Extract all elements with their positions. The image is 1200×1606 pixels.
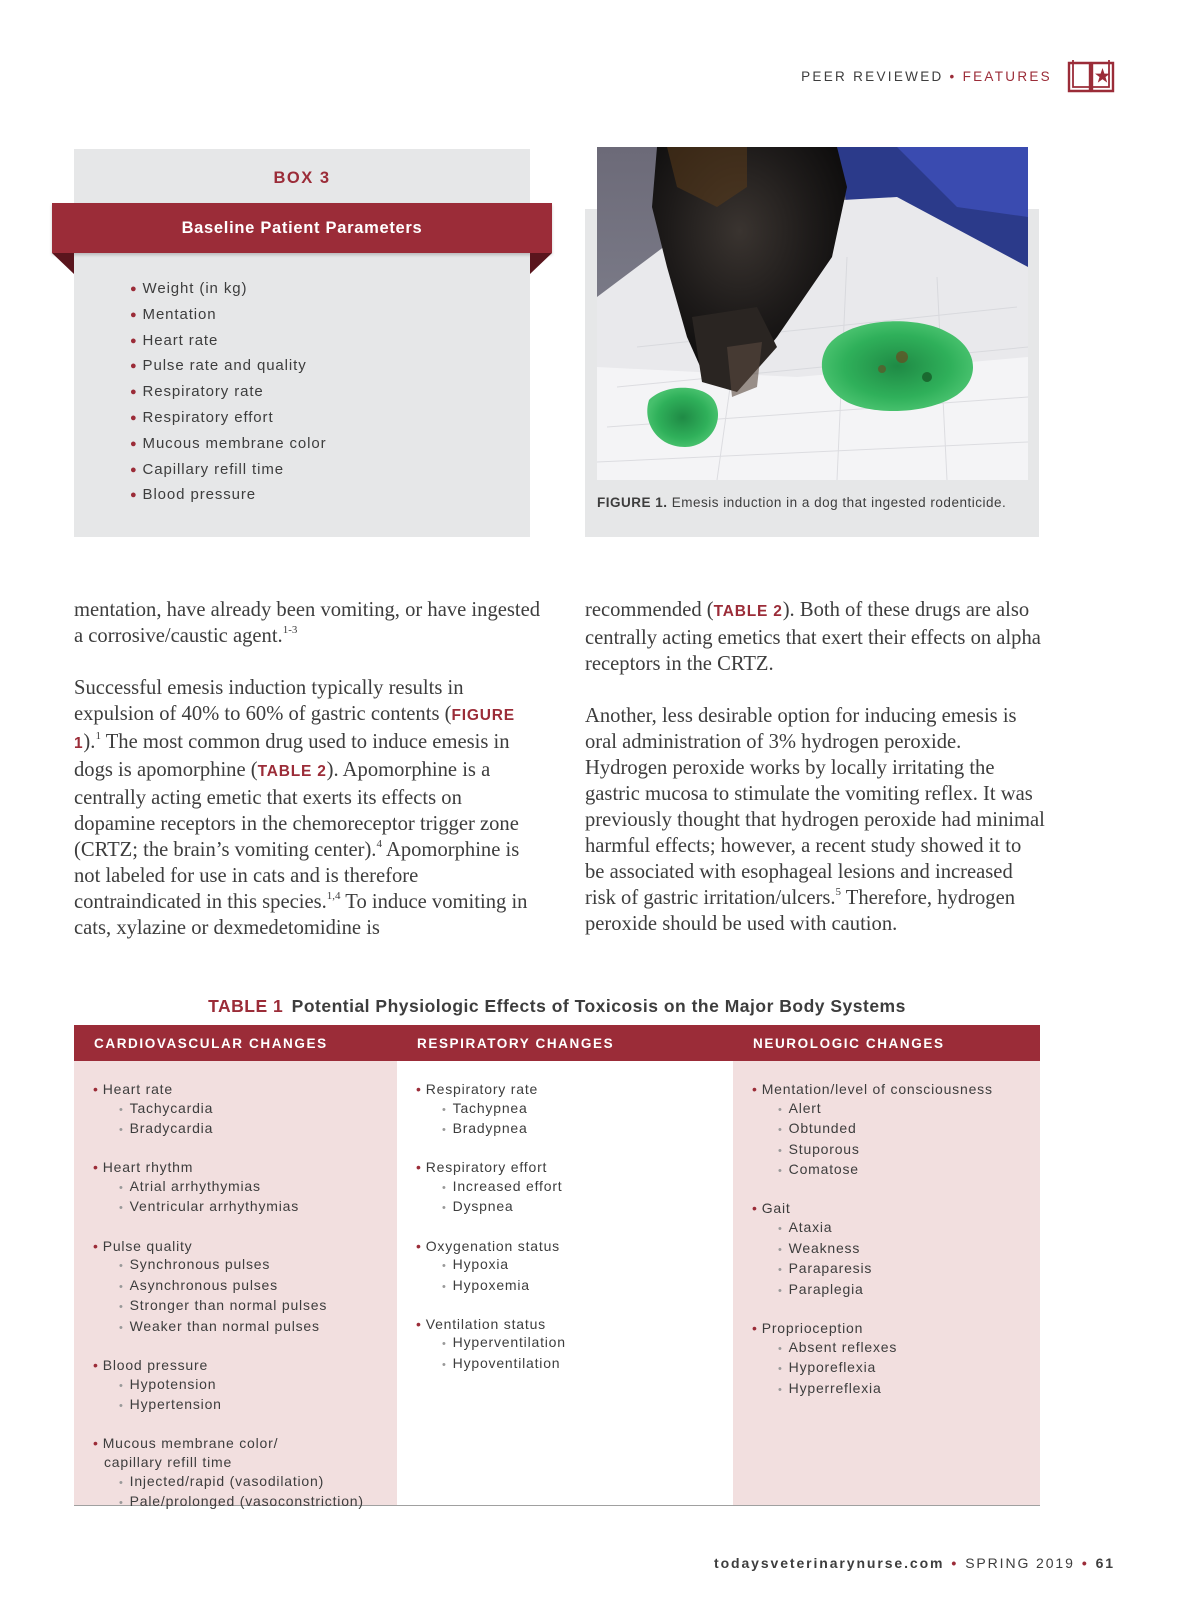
group-item: • Ataxia bbox=[733, 1218, 1040, 1239]
text-column-left bbox=[74, 597, 542, 967]
page-header bbox=[801, 58, 1116, 94]
issue-label: SPRING 2019 bbox=[965, 1555, 1075, 1571]
column-header: NEUROLOGIC CHANGES bbox=[733, 1025, 1040, 1061]
group-item: • Bradycardia bbox=[74, 1119, 397, 1140]
group-title: • Respiratory effort bbox=[397, 1158, 733, 1177]
table-column bbox=[733, 1025, 1040, 1505]
figure-ref-link[interactable]: FIGURE 1 bbox=[74, 707, 515, 752]
table-group bbox=[74, 1080, 397, 1140]
text-run: Therefore, hydrogen peroxide should be used with caution. bbox=[585, 887, 1016, 935]
group-item: • Weaker than normal pulses bbox=[74, 1317, 397, 1338]
box-title-ribbon: Baseline Patient Parameters bbox=[52, 203, 552, 253]
footer-separator: • bbox=[951, 1555, 959, 1571]
group-item: • Bradypnea bbox=[397, 1119, 733, 1140]
group-item: • Atrial arrhythymias bbox=[74, 1177, 397, 1198]
table-column bbox=[74, 1025, 397, 1510]
text-run: The most common drug used to induce emesis in dogs is apomorphine ( bbox=[74, 731, 510, 781]
paragraph bbox=[585, 703, 1045, 937]
table-1 bbox=[74, 1025, 1040, 1510]
table-group bbox=[733, 1199, 1040, 1300]
group-item: • Hypoventilation bbox=[397, 1354, 733, 1375]
section-name: PEER REVIEWED bbox=[801, 68, 944, 84]
list-item: ● Weight (in kg) bbox=[130, 277, 327, 303]
group-title: • Pulse quality bbox=[74, 1237, 397, 1256]
group-item: • Obtunded bbox=[733, 1119, 1040, 1140]
list-item: ● Respiratory effort bbox=[130, 406, 327, 432]
group-item: • Stuporous bbox=[733, 1140, 1040, 1161]
text-run: To induce vomiting in cats, xylazine or dexmedetomidine is bbox=[74, 891, 528, 939]
site-url: todaysveterinarynurse.com bbox=[714, 1555, 945, 1571]
book-star-icon bbox=[1066, 57, 1116, 95]
group-item: • Synchronous pulses bbox=[74, 1255, 397, 1276]
group-item: • Hypoxia bbox=[397, 1255, 733, 1276]
group-title: • Heart rhythm bbox=[74, 1158, 397, 1177]
table-group bbox=[74, 1158, 397, 1218]
figure-caption-text: Emesis induction in a dog that ingested rodenticide. bbox=[671, 495, 1007, 510]
group-item: • Tachypnea bbox=[397, 1099, 733, 1120]
list-item: ● Respiratory rate bbox=[130, 380, 327, 406]
table-group bbox=[74, 1237, 397, 1338]
group-item: • Hypoxemia bbox=[397, 1276, 733, 1297]
list-item: ● Mucous membrane color bbox=[130, 432, 327, 458]
group-item: • Hypotension bbox=[74, 1375, 397, 1396]
group-title: • Proprioception bbox=[733, 1319, 1040, 1338]
emesis-photo bbox=[597, 147, 1028, 480]
column-header: RESPIRATORY CHANGES bbox=[397, 1025, 733, 1061]
figure-photo bbox=[597, 147, 1028, 480]
group-item: • Increased effort bbox=[397, 1177, 733, 1198]
text-run: ). bbox=[83, 731, 96, 753]
text-run: ). Both of these drugs are also centrally acting emetics that exert their effects on alpha receptors in the CRTZ. bbox=[585, 599, 1041, 675]
group-item: • Weakness bbox=[733, 1239, 1040, 1260]
page-number: 61 bbox=[1095, 1555, 1115, 1571]
table-group bbox=[397, 1315, 733, 1375]
figure-label: FIGURE 1. bbox=[597, 495, 668, 510]
paragraph bbox=[74, 675, 542, 941]
paragraph bbox=[74, 597, 542, 649]
group-title: • Heart rate bbox=[74, 1080, 397, 1099]
text-run: mentation, have already been vomiting, or have ingested a corrosive/caustic agent. bbox=[74, 599, 541, 647]
header-separator: • bbox=[949, 68, 957, 84]
text-run: ). Apomorphine is a centrally acting emetic that exerts its effects on dopamine receptors in the chemoreceptor trigger zone (CRTZ; the brain’s vomiting center). bbox=[74, 759, 519, 861]
ribbon-fold-right bbox=[530, 253, 552, 274]
figure-caption bbox=[597, 494, 1017, 513]
list-item: ● Mentation bbox=[130, 303, 327, 329]
citation: 4 bbox=[376, 838, 382, 850]
table-group bbox=[397, 1080, 733, 1140]
group-title: • Mucous membrane color/ capillary refill time bbox=[74, 1434, 397, 1471]
group-item: • Hyporeflexia bbox=[733, 1358, 1040, 1379]
footer-separator: • bbox=[1081, 1555, 1089, 1571]
text-run: Another, less desirable option for inducing emesis is oral administration of 3% hydrogen peroxide. Hydrogen peroxide works by locally irritating the gastric mucosa to stimulate the vomiting reflex. It was previously thought that hydrogen peroxide had minimal harmful effects; however, a recent study showed it to be associated with esophageal lesions and increased risk of gastric irritation/ulcers. bbox=[585, 705, 1045, 909]
table-title-text: Potential Physiologic Effects of Toxicosis on the Major Body Systems bbox=[291, 996, 906, 1016]
section-label bbox=[801, 69, 1052, 84]
citation: 5 bbox=[835, 886, 841, 898]
list-item: ● Capillary refill time bbox=[130, 458, 327, 484]
table-column bbox=[397, 1025, 733, 1505]
category-name: FEATURES bbox=[962, 68, 1052, 84]
group-title: • Oxygenation status bbox=[397, 1237, 733, 1256]
group-title: • Respiratory rate bbox=[397, 1080, 733, 1099]
group-item: • Injected/rapid (vasodilation) bbox=[74, 1472, 397, 1493]
parameters-list bbox=[130, 277, 327, 509]
group-item: • Comatose bbox=[733, 1160, 1040, 1181]
list-item: ● Pulse rate and quality bbox=[130, 354, 327, 380]
group-item: • Pale/prolonged (vasoconstriction) bbox=[74, 1492, 397, 1513]
text-run: Apomorphine is not labeled for use in cats and is therefore contraindicated in this species. bbox=[74, 839, 520, 913]
table-label: TABLE 1 bbox=[208, 996, 284, 1016]
group-item: • Paraparesis bbox=[733, 1259, 1040, 1280]
table-group bbox=[733, 1080, 1040, 1181]
group-item: • Tachycardia bbox=[74, 1099, 397, 1120]
text-run: recommended ( bbox=[585, 599, 714, 621]
text-column-right bbox=[585, 597, 1045, 963]
group-title: • Mentation/level of consciousness bbox=[733, 1080, 1040, 1099]
citation: 1 bbox=[95, 730, 101, 742]
table-group bbox=[74, 1356, 397, 1416]
table-group bbox=[397, 1158, 733, 1218]
list-item: ● Heart rate bbox=[130, 329, 327, 355]
paragraph bbox=[585, 597, 1045, 677]
group-title: • Ventilation status bbox=[397, 1315, 733, 1334]
group-item: • Hyperreflexia bbox=[733, 1379, 1040, 1400]
table-group bbox=[397, 1237, 733, 1297]
table-group bbox=[733, 1319, 1040, 1399]
group-item: • Asynchronous pulses bbox=[74, 1276, 397, 1297]
table-ref-link[interactable]: TABLE 2 bbox=[257, 763, 327, 780]
citation: 1-3 bbox=[282, 624, 298, 636]
group-item: • Hypertension bbox=[74, 1395, 397, 1416]
table-group bbox=[74, 1434, 397, 1512]
box-label: BOX 3 bbox=[273, 169, 331, 187]
group-item: • Stronger than normal pulses bbox=[74, 1296, 397, 1317]
group-item: • Paraplegia bbox=[733, 1280, 1040, 1301]
group-item: • Alert bbox=[733, 1099, 1040, 1120]
group-item: • Absent reflexes bbox=[733, 1338, 1040, 1359]
group-item: • Dyspnea bbox=[397, 1197, 733, 1218]
table-title bbox=[74, 996, 1040, 1017]
page-footer bbox=[714, 1555, 1115, 1571]
table-ref-link[interactable]: TABLE 2 bbox=[713, 603, 783, 620]
group-item: • Ventricular arrhythymias bbox=[74, 1197, 397, 1218]
text-run: Successful emesis induction typically results in expulsion of 40% to 60% of gastric contents ( bbox=[74, 677, 464, 725]
list-item: ● Blood pressure bbox=[130, 483, 327, 509]
citation: 1,4 bbox=[326, 890, 341, 902]
group-item: • Hyperventilation bbox=[397, 1333, 733, 1354]
group-title: • Blood pressure bbox=[74, 1356, 397, 1375]
group-title: • Gait bbox=[733, 1199, 1040, 1218]
ribbon-fold-left bbox=[52, 253, 74, 274]
column-header: CARDIOVASCULAR CHANGES bbox=[74, 1025, 397, 1061]
